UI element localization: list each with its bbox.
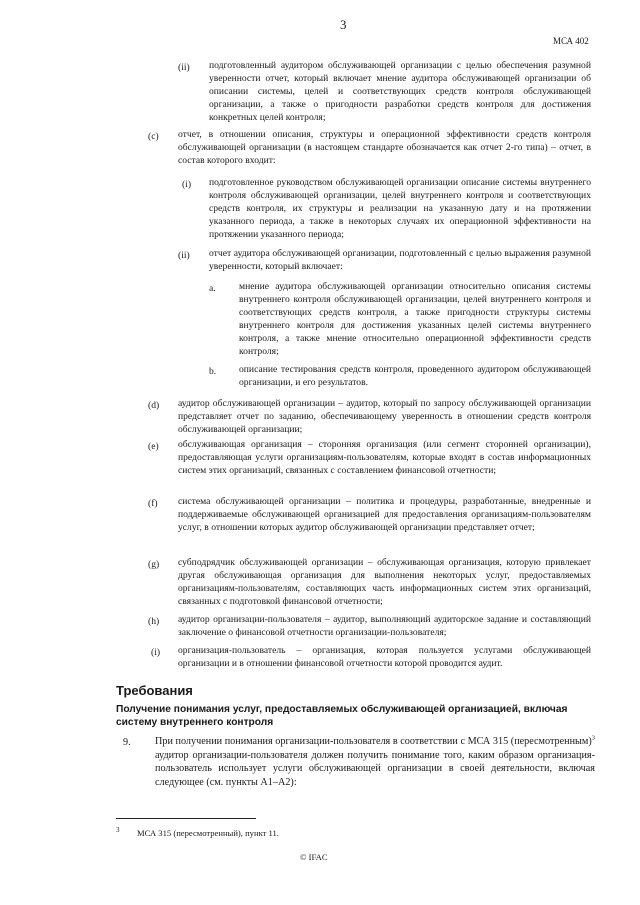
list-item-c-ii: отчет аудитора обслуживающей организации, подготовленный с целью выражения разумной уверенности, который включает:	[209, 248, 591, 273]
list-label-h: (h)	[148, 616, 160, 627]
list-label-i: (i)	[151, 647, 161, 658]
footer-copyright: © IFAC	[300, 852, 328, 862]
list-item-g: субподрядчик обслуживающей организации – обслуживающая организация, которую привлекает другая обслуживающая организация для выполнения некоторых услуг, предоставляемых организациям-пользователям, составляющих часть информационных систем этих организаций, связанных с подготовкой финансовой отчетности;	[178, 557, 591, 608]
paragraph-9-text-before: При получении понимания организации-пользователя в соответствии с МСА 315 (пересмотренным)	[155, 736, 592, 747]
list-label-b: b.	[209, 366, 217, 377]
list-label-d: (d)	[148, 400, 160, 411]
list-item-ii-top: подготовленный аудитором обслуживающей организации с целью обеспечения разумной уверенности отчет, который включает мнение аудитора обслуживающей организации об описании системы, целей и соответствующих средств контроля обслуживающей организации, а также о пригодности разработки средств контроля для достижения конкретных целей контроля;	[209, 60, 591, 124]
subsection-title: Получение понимания услуг, предоставляемых обслуживающей организацией, включая систему внутреннего контроля	[116, 704, 568, 728]
standard-code: МСА 402	[553, 36, 589, 46]
list-item-d: аудитор обслуживающей организации – аудитор, который по запросу обслуживающей организации представляет отчет по заданию, обеспечивающему уверенность в отношении средств контроля обслуживающей организации;	[178, 398, 591, 436]
paragraph-number: 9.	[123, 737, 131, 748]
list-label-g: (g)	[148, 559, 160, 570]
list-item-c-i: подготовленное руководством обслуживающей организации описание системы внутреннего контроля обслуживающей организации, целей внутреннего контроля и соответствующих средств контроля, их структуры и реализации на указанную дату и на протяжении указанного периода, а также в некоторых случаях их операционной эффективности на протяжении указанного периода;	[209, 177, 591, 241]
list-label-c: (c)	[148, 131, 159, 142]
footnote-ref: 3	[591, 734, 595, 742]
list-item-c: отчет, в отношении описания, структуры и операционной эффективности средств контроля обслуживающей организации (в настоящем стандарте обозначается как отчет 2-го типа) – отчет, в состав которого входит:	[178, 129, 591, 167]
footnote-number: 3	[116, 826, 120, 834]
page-number: 3	[340, 17, 347, 32]
list-item-f: система обслуживающей организации – политика и процедуры, разработанные, внедренные и поддерживаемые обслуживающей организацией для предоставления организациям-пользователям услуг, в отношении которых аудитор обслуживающей организации представляет отчет;	[178, 496, 591, 534]
list-item-a: мнение аудитора обслуживающей организации относительно описания системы внутреннего контроля обслуживающей организации, целей внутреннего контроля и соответствующих средств контроля, а также пригодности структуры системы внутреннего контроля для достижения указанных целей системы внутреннего контроля, а также мнение относительно операционной эффективности средств контроля;	[239, 281, 591, 358]
list-label-c-ii: (ii)	[178, 250, 190, 261]
list-label-f: (f)	[148, 498, 158, 509]
list-label-ii-top: (ii)	[178, 62, 190, 73]
list-label-c-i: (i)	[182, 179, 192, 190]
footnote-divider	[116, 818, 256, 819]
list-item-h: аудитор организации-пользователя – аудитор, выполняющий аудиторское задание и составляющий заключение о финансовой отчетности организации-пользователя;	[178, 614, 591, 639]
section-title: Требования	[116, 683, 193, 698]
footnote-text: МСА 315 (пересмотренный), пункт 11.	[137, 828, 279, 838]
list-label-e: (e)	[148, 441, 159, 452]
list-label-a: a.	[209, 283, 216, 294]
paragraph-9	[155, 735, 595, 789]
paragraph-9-text-after: аудитор организации-пользователя должен получить понимание того, каким образом организация-пользователь использует услуги обслуживающей организации в своей деятельности, включая следующее (см. пункты A1–A2):	[155, 749, 595, 788]
list-item-i: организация-пользователь – организация, которая пользуется услугами обслуживающей организации и в отношении финансовой отчетности которой проводится аудит.	[178, 645, 591, 670]
list-item-b: описание тестирования средств контроля, проведенного аудитором обслуживающей организации, и его результатов.	[239, 364, 591, 389]
list-item-e: обслуживающая организация – сторонняя организация (или сегмент сторонней организации), предоставляющая услуги организациям-пользователям, которые входят в состав информационных систем этих организаций, связанных с составлением финансовой отчетности;	[178, 439, 591, 477]
